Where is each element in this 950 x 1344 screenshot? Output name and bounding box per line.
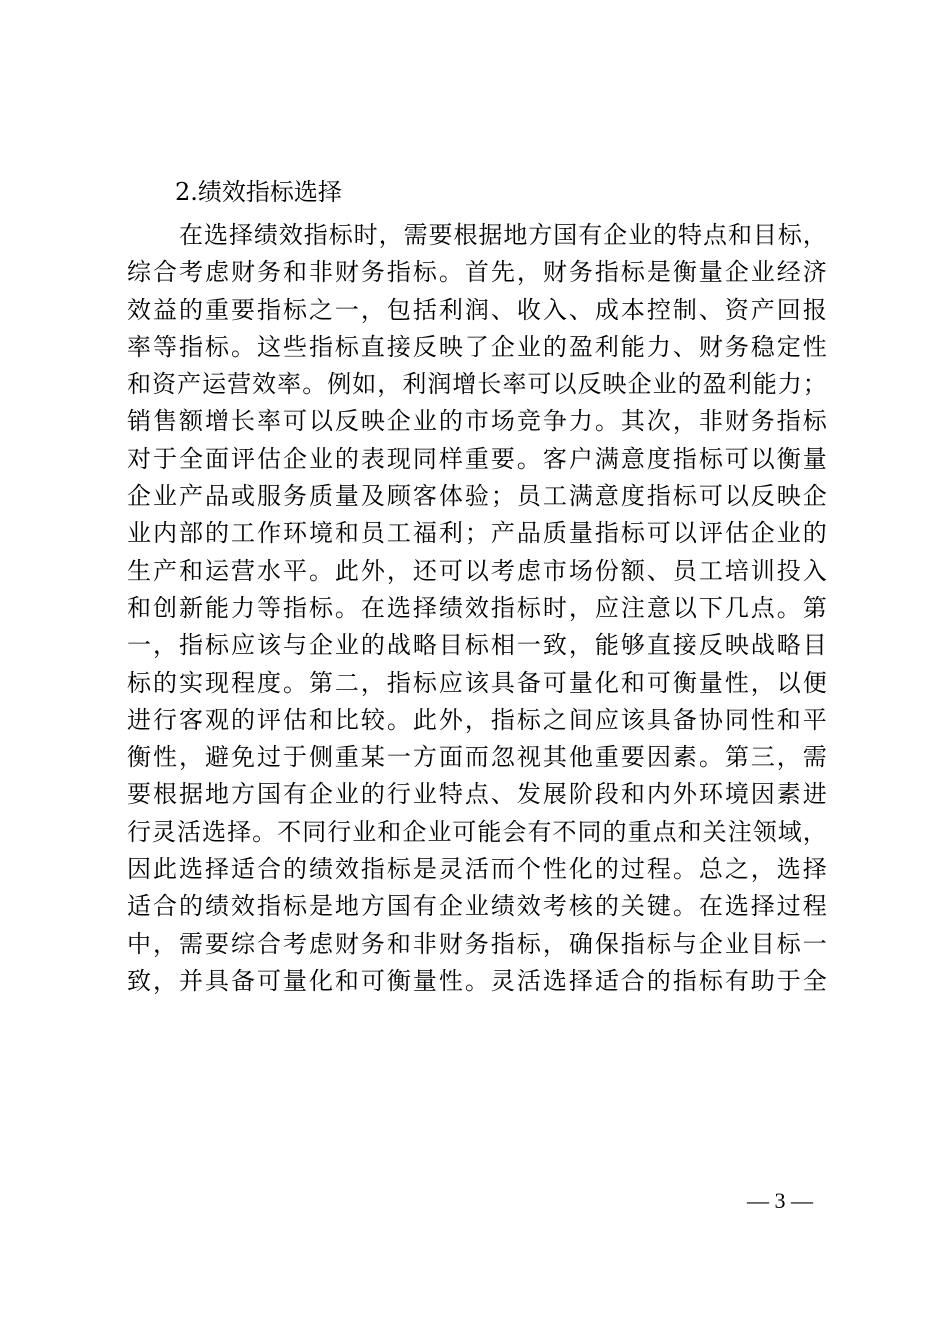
paragraph-line: 中，需要综合考虑财务和非财务指标，确保指标与企业目标一 xyxy=(127,929,827,958)
paragraph-line: 业内部的工作环境和员工福利；产品质量指标可以评估企业的 xyxy=(127,519,827,548)
paragraph-line: 一，指标应该与企业的战略目标相一致，能够直接反映战略目 xyxy=(127,631,827,660)
paragraph-line: 和资产运营效率。例如，利润增长率可以反映企业的盈利能力； xyxy=(127,370,827,399)
paragraph-line: 标的实现程度。第二，指标应该具备可量化和可衡量性，以便 xyxy=(127,668,827,697)
paragraph-line: 生产和运营水平。此外，还可以考虑市场份额、员工培训投入 xyxy=(127,556,827,585)
paragraph-line: 行灵活选择。不同行业和企业可能会有不同的重点和关注领域， xyxy=(127,817,827,846)
paragraph-line: 销售额增长率可以反映企业的市场竞争力。其次，非财务指标 xyxy=(127,407,827,436)
paragraph-line: 在选择绩效指标时，需要根据地方国有企业的特点和目标， xyxy=(179,221,827,249)
section-heading: 2.绩效指标选择 xyxy=(175,178,342,206)
paragraph-line: 综合考虑财务和非财务指标。首先，财务指标是衡量企业经济 xyxy=(127,258,827,287)
paragraph-line: 企业产品或服务质量及顾客体验；员工满意度指标可以反映企 xyxy=(127,482,827,511)
paragraph-line: 因此选择适合的绩效指标是灵活而个性化的过程。总之，选择 xyxy=(127,855,827,884)
paragraph-line: 率等指标。这些指标直接反映了企业的盈利能力、财务稳定性 xyxy=(127,332,827,361)
paragraph-line: 适合的绩效指标是地方国有企业绩效考核的关键。在选择过程 xyxy=(127,892,827,921)
paragraph-line: 对于全面评估企业的表现同样重要。客户满意度指标可以衡量 xyxy=(127,444,827,473)
paragraph-line: 效益的重要指标之一，包括利润、收入、成本控制、资产回报 xyxy=(127,295,827,324)
paragraph-line: 和创新能力等指标。在选择绩效指标时，应注意以下几点。第 xyxy=(127,593,827,622)
paragraph-line: 致，并具备可量化和可衡量性。灵活选择适合的指标有助于全 xyxy=(127,966,827,995)
paragraph-line: 要根据地方国有企业的行业特点、发展阶段和内外环境因素进 xyxy=(127,780,827,809)
body-paragraph xyxy=(127,217,827,1000)
paragraph-line: 进行客观的评估和比较。此外，指标之间应该具备协同性和平 xyxy=(127,705,827,734)
paragraph-line: 衡性，避免过于侧重某一方面而忽视其他重要因素。第三，需 xyxy=(127,743,827,772)
page-number: — 3 — xyxy=(747,1188,813,1213)
